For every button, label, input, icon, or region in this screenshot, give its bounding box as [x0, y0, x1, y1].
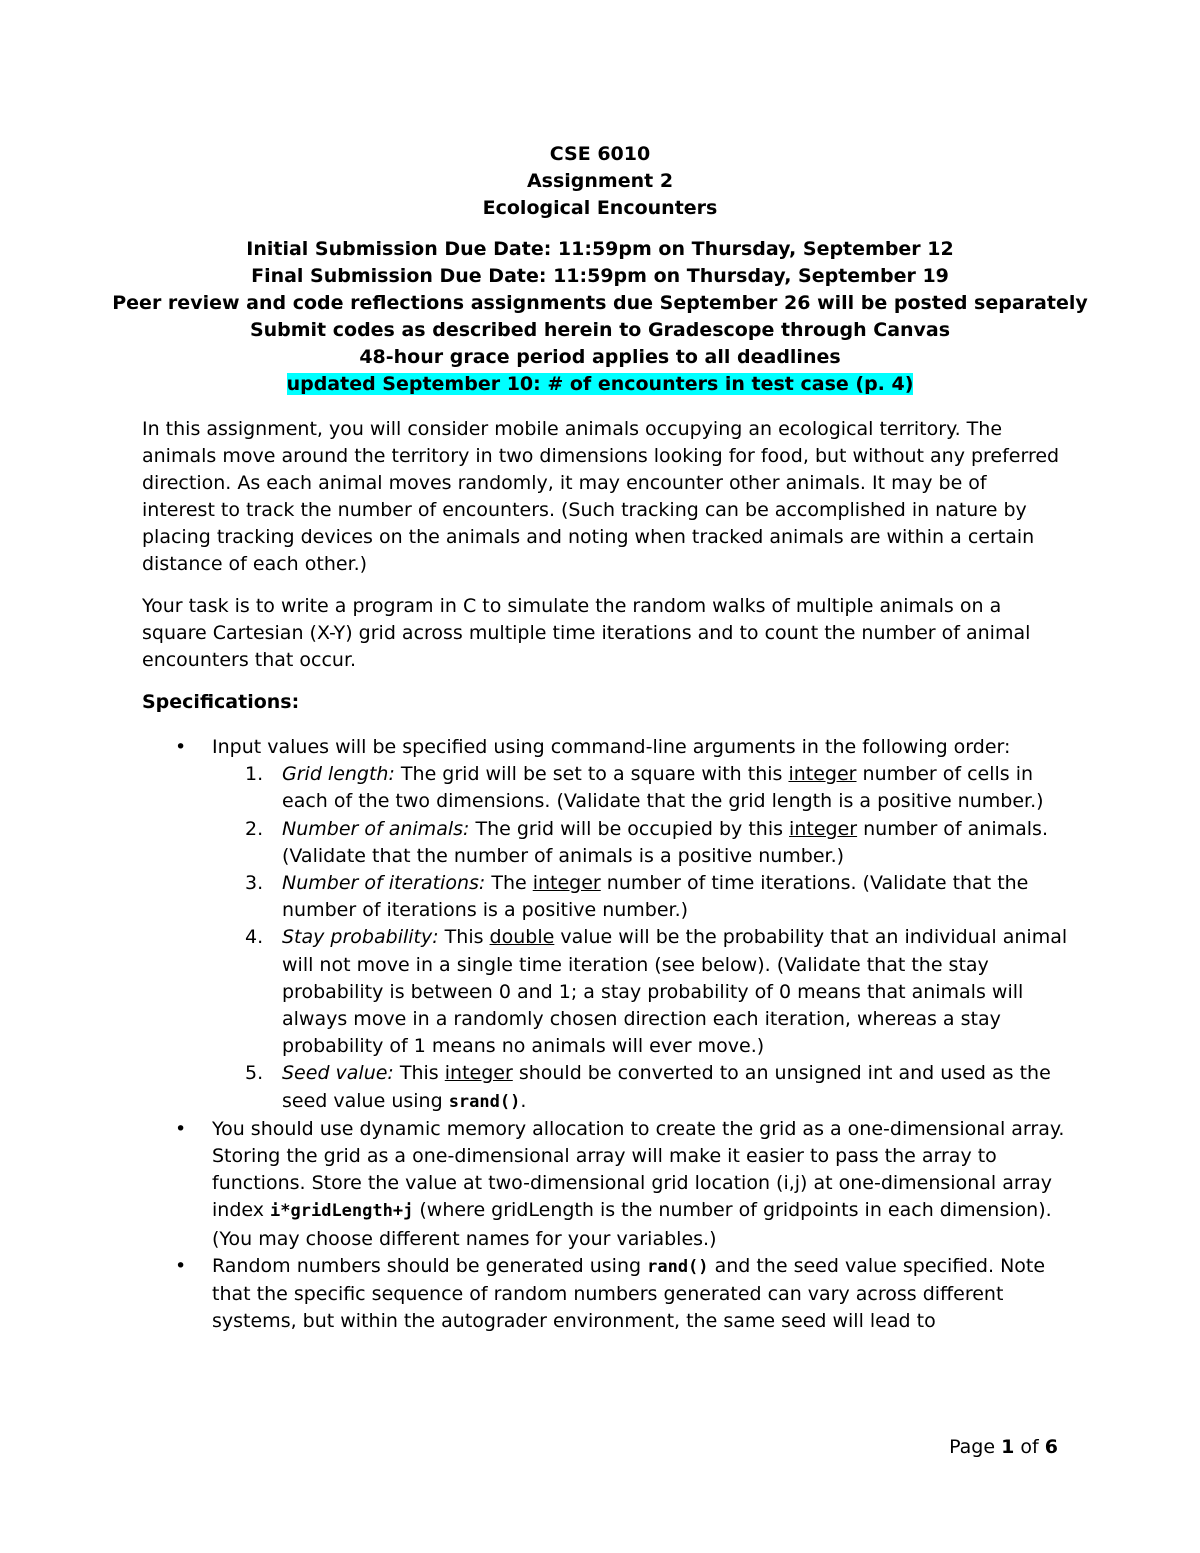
bullet-text: (where gridLength is the number of gridpoints in each dimension). (You may choose different names for your variables.) [212, 1199, 1052, 1250]
list-item [212, 1060, 1072, 1115]
item-text: . [520, 1089, 527, 1112]
bullet-icon: • [175, 736, 187, 758]
item-label: Number of iterations: [282, 872, 486, 895]
page-total: 6 [1044, 1436, 1058, 1458]
list-item [142, 734, 1072, 761]
bullet-text: Random numbers should be generated using [212, 1254, 648, 1277]
item-type: integer [789, 817, 858, 840]
item-number: 3. [245, 872, 264, 895]
initial-due-date: Initial Submission Due Date: 11:59pm on Thursday, September 12 [246, 238, 954, 260]
item-label: Grid length: [282, 763, 395, 786]
page-number: 1 [1001, 1436, 1015, 1458]
item-type: integer [788, 763, 857, 786]
item-text: The grid will be set to a square with this [394, 763, 789, 786]
list-item [212, 816, 1072, 870]
document-header [100, 141, 1100, 398]
bullet-icon: • [175, 1117, 187, 1140]
grace-period-note: 48-hour grace period applies to all deadlines [359, 346, 841, 368]
intro-paragraph-1: In this assignment, you will consider mobile animals occupying an ecological territory. The animals move around the territory in two dimensions looking for food, but without any preferred direction. As each animal moves randomly, it may encounter other animals. It may be of interest to track the number of encounters. (Such tracking can be accomplished in nature by placing tracking devices on the animals and noting when tracked animals are within a certain distance of each other.) [142, 418, 1060, 575]
update-note: updated September 10: # of encounters in test case (p. 4) [286, 373, 914, 395]
page-of-label: of [1020, 1436, 1039, 1458]
peer-review-note: Peer review and code reflections assignments due September 26 will be posted separately [112, 292, 1088, 314]
page-label: Page [949, 1436, 996, 1458]
bullet-icon: • [175, 1254, 187, 1277]
item-label: Number of animals: [282, 817, 470, 840]
item-number: 2. [245, 817, 264, 840]
bullet-text: and the seed value specified. Note that the specific sequence of random numbers generated can vary across different systems, but within the autograder environment, the same seed will lead to [212, 1254, 1046, 1333]
submission-note: Submit codes as described herein to Gradescope through Canvas [249, 319, 951, 341]
item-number: 1. [245, 763, 264, 786]
bullet-text: Input values will be specified using command-line arguments in the following order: [212, 736, 1011, 758]
page-footer [949, 1434, 1058, 1461]
specifications-heading: Specifications: [142, 691, 300, 713]
item-type: integer [444, 1062, 513, 1085]
assignment-number: Assignment 2 [526, 170, 674, 192]
item-text: This [393, 1062, 445, 1085]
specifications-list [142, 734, 1072, 1335]
course-code: CSE 6010 [549, 143, 651, 165]
item-label: Seed value: [282, 1062, 394, 1085]
item-text: number of cells in each of the two dimensions. (Validate that the grid length is a positive number.) [282, 763, 1044, 813]
item-type: double [489, 926, 555, 949]
list-item [212, 870, 1072, 924]
item-text: The grid will be occupied by this [469, 817, 790, 840]
item-text: number of time iterations. (Validate that the number of iterations is a positive number.) [282, 872, 1029, 922]
list-item [212, 761, 1072, 815]
item-text: should be converted to an unsigned int and used as the seed value using [282, 1062, 1051, 1112]
item-text: This [438, 926, 490, 949]
item-label: Stay probability: [282, 926, 439, 949]
item-text: number of animals. (Validate that the number of animals is a positive number.) [282, 817, 1048, 867]
item-type: integer [532, 872, 601, 895]
input-arguments-list [212, 761, 1072, 1116]
item-text: The [485, 872, 533, 895]
list-item [142, 1253, 1072, 1336]
code-snippet: srand() [448, 1091, 521, 1112]
intro-paragraph-2: Your task is to write a program in C to simulate the random walks of multiple animals on a square Cartesian (X-Y) grid across multiple time iterations and to count the number of animal encounters that occur. [142, 595, 1031, 671]
item-number: 4. [245, 926, 264, 949]
code-snippet: rand() [647, 1256, 709, 1277]
list-item [212, 924, 1072, 1060]
assignment-title: Ecological Encounters [482, 197, 718, 219]
bullet-text: You should use dynamic memory allocation to create the grid as a one-dimensional array. Storing the grid as a one-dimensional array will make it easier to pass the array to functions. Store the value at two-dimensional grid location (i,j) at one-dimensional array index [212, 1117, 1065, 1222]
list-item [142, 1116, 1072, 1253]
item-number: 5. [245, 1062, 264, 1085]
code-snippet: i*gridLength+j [270, 1201, 414, 1222]
final-due-date: Final Submission Due Date: 11:59pm on Thursday, September 19 [251, 265, 949, 287]
item-text: value will be the probability that an individual animal will not move in a single time iteration (see below). (Validate that the stay probability is between 0 and 1; a stay probability of 0 means that animals will always move in a randomly chosen direction each iteration, whereas a stay probability of 1 means no animals will ever move.) [282, 926, 1068, 1058]
